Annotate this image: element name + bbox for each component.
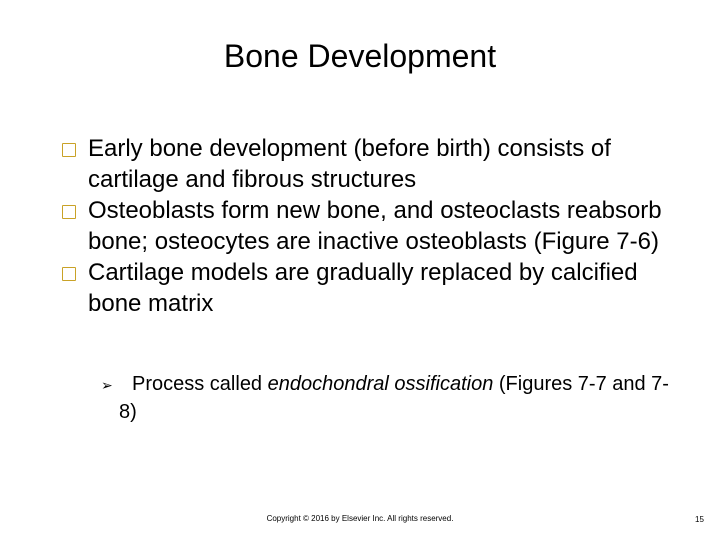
- bullet-text: Early bone development (before birth) consists of cartilage and fibrous structures: [88, 135, 611, 193]
- slide-title: Bone Development: [223, 38, 497, 74]
- square-outline-icon: [62, 205, 76, 219]
- bullet-text: Cartilage models are gradually replaced by calcified bone matrix: [88, 259, 638, 317]
- bullet-text: Osteoblasts form new bone, and osteoclasts reabsorb bone; osteocytes are inactive osteoblasts (Figure 7-6): [88, 197, 662, 255]
- footer-copyright: Copyright © 2016 by Elsevier Inc. All rights reserved.: [266, 514, 454, 523]
- square-outline-icon: [62, 143, 76, 157]
- bullet-item: [60, 257, 680, 319]
- sub-bullet-prefix: Process called: [132, 373, 268, 395]
- sub-bullet-suffix: (Figures 7-7 and 7-8): [119, 373, 669, 423]
- sub-bullet-item: [101, 370, 679, 426]
- sub-bullet-list: [101, 370, 679, 426]
- page-number: 15: [695, 515, 704, 524]
- bullet-item: [60, 133, 680, 195]
- bullet-list: [60, 133, 680, 319]
- bullet-item: [60, 195, 680, 257]
- square-outline-icon: [62, 267, 76, 281]
- arrowhead-icon: ➢: [101, 377, 113, 393]
- sub-bullet-emphasis: endochondral ossification: [267, 373, 494, 395]
